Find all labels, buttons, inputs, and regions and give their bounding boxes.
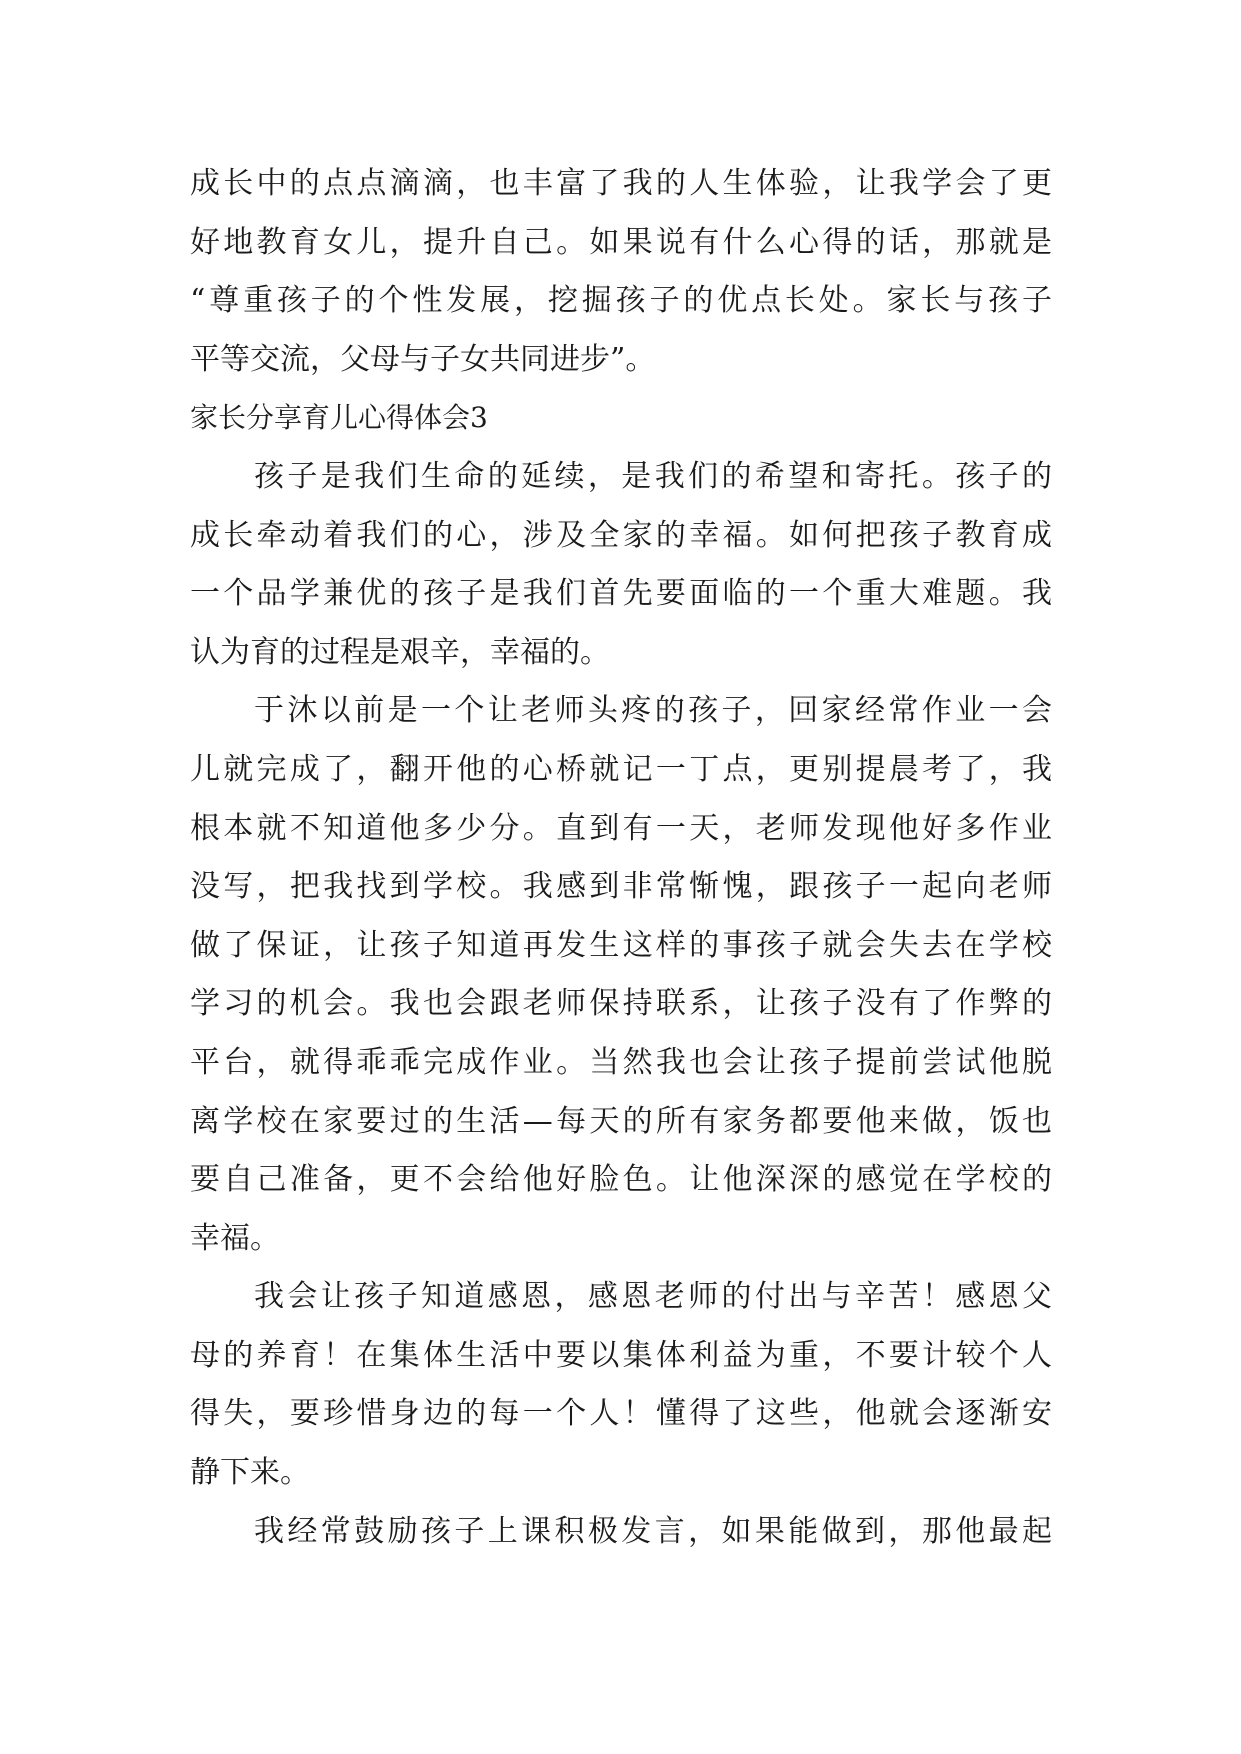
text-line: 幸福。 [190, 1220, 280, 1256]
text-line: 一个品学兼优的孩子是我们首先要面临的一个重大难题。我 [190, 576, 1052, 612]
text-line: 根本就不知道他多少分。直到有一天，老师发现他好多作业 [190, 810, 1052, 846]
document-body [190, 155, 1052, 1561]
text-line: “尊重孩子的个性发展，挖掘孩子的优点长处。家长与孩子 [190, 283, 1052, 319]
text-line: 静下来。 [190, 1455, 310, 1491]
text-line: 得失，要珍惜身边的每一个人！懂得了这些，他就会逐渐安 [190, 1396, 1052, 1432]
text-line: 好地教育女儿，提升自己。如果说有什么心得的话，那就是 [190, 224, 1052, 260]
text-line: 于沐以前是一个让老师头疼的孩子，回家经常作业一会 [254, 693, 1052, 729]
text-line: 平等交流，父母与子女共同进步”。 [190, 341, 656, 377]
text-line: 平台，就得乖乖完成作业。当然我也会让孩子提前尝试他脱 [190, 1044, 1052, 1080]
text-line: 没写，把我找到学校。我感到非常惭愧，跟孩子一起向老师 [190, 869, 1052, 905]
text-line: 母的养育！在集体生活中要以集体利益为重，不要计较个人 [190, 1337, 1052, 1373]
text-line: 成长中的点点滴滴，也丰富了我的人生体验，让我学会了更 [190, 166, 1052, 201]
text-line: 做了保证，让孩子知道再发生这样的事孩子就会失去在学校 [190, 927, 1052, 963]
text-line: 我会让孩子知道感恩，感恩老师的付出与辛苦！感恩父 [254, 1279, 1052, 1315]
section-heading: 家长分享育儿心得体会3 [190, 401, 488, 435]
text-line: 孩子是我们生命的延续，是我们的希望和寄托。孩子的 [254, 458, 1052, 494]
text-line: 我经常鼓励孩子上课积极发言，如果能做到，那他最起 [254, 1513, 1052, 1549]
text-line: 学习的机会。我也会跟老师保持联系，让孩子没有了作弊的 [190, 986, 1052, 1022]
text-line: 要自己准备，更不会给他好脸色。让他深深的感觉在学校的 [190, 1162, 1052, 1198]
text-line: 认为育的过程是艰辛，幸福的。 [190, 634, 610, 670]
text-line: 儿就完成了，翻开他的心桥就记一丁点，更别提晨考了，我 [190, 751, 1052, 787]
text-line: 离学校在家要过的生活—每天的所有家务都要他来做，饭也 [190, 1103, 1052, 1139]
text-line: 成长牵动着我们的心，涉及全家的幸福。如何把孩子教育成 [190, 517, 1052, 553]
